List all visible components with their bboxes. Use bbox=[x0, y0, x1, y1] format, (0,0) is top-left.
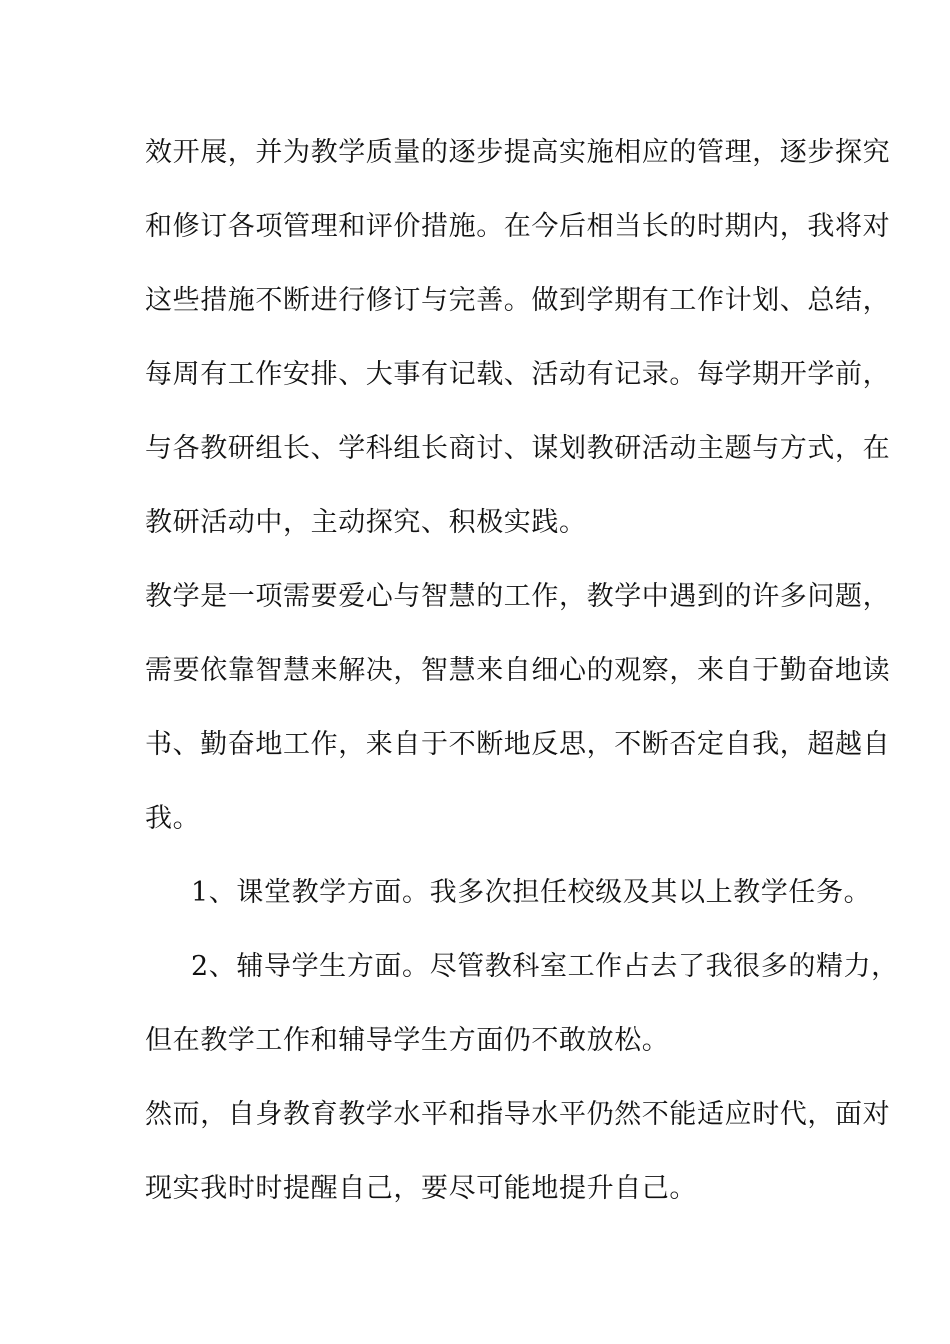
text-line: 需要依靠智慧来解决，智慧来自细心的观察，来自于勤奋地读 bbox=[145, 655, 891, 686]
text-line: 1、课堂教学方面。我多次担任校级及其以上教学任务。 bbox=[191, 877, 872, 908]
text-line: 书、勤奋地工作，来自于不断地反思，不断否定自我，超越自 bbox=[145, 729, 891, 760]
text-line: 但在教学工作和辅导学生方面仍不敢放松。 bbox=[145, 1025, 670, 1056]
text-line: 2、辅导学生方面。尽管教科室工作占去了我很多的精力， bbox=[191, 951, 899, 982]
text-line: 与各教研组长、学科组长商讨、谋划教研活动主题与方式，在 bbox=[145, 433, 891, 464]
text-line: 每周有工作安排、大事有记载、活动有记录。每学期开学前， bbox=[145, 359, 891, 390]
text-line: 现实我时时提醒自己，要尽可能地提升自己。 bbox=[145, 1173, 697, 1204]
text-line: 教学是一项需要爱心与智慧的工作，教学中遇到的许多问题， bbox=[145, 581, 891, 612]
text-line: 这些措施不断进行修订与完善。做到学期有工作计划、总结， bbox=[145, 285, 891, 316]
text-line: 然而，自身教育教学水平和指导水平仍然不能适应时代，面对 bbox=[145, 1099, 891, 1130]
text-line: 教研活动中，主动探究、积极实践。 bbox=[145, 507, 587, 538]
text-line: 和修订各项管理和评价措施。在今后相当长的时期内，我将对 bbox=[145, 211, 891, 242]
text-line: 我。 bbox=[145, 803, 201, 834]
text-line: 效开展，并为教学质量的逐步提高实施相应的管理，逐步探究 bbox=[145, 137, 891, 168]
